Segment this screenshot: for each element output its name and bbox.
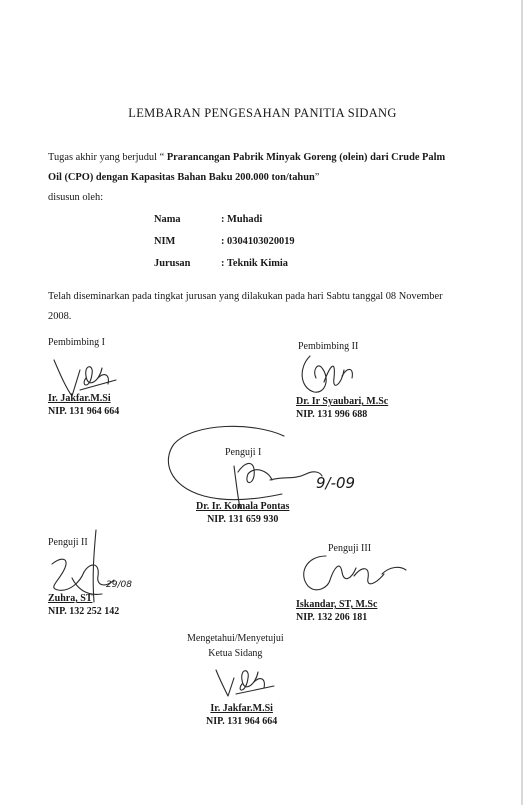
signature-block-pembimbing-2-name xyxy=(296,395,388,421)
signature-role: Penguji I xyxy=(225,447,262,458)
seminar-paragraph: Telah diseminarkan pada tingkat jurusan yang dilakukan pada hari Sabtu tanggal 08 November 2008. xyxy=(48,291,443,322)
student-value: : Muhadi xyxy=(221,214,263,225)
signatory-nip: NIP. 131 996 688 xyxy=(296,409,368,420)
intro-paragraph xyxy=(48,148,453,208)
signature-role: Pembimbing I xyxy=(48,337,105,348)
signature-block-penguji-1 xyxy=(225,446,261,459)
signature-role: Penguji III xyxy=(328,543,372,554)
signatory-name: Dr. Ir Syaubari, M.Sc xyxy=(296,396,389,407)
signature-role-line-2: Ketua Sidang xyxy=(208,648,263,659)
signatory-nip: NIP. 131 964 664 xyxy=(206,716,278,727)
thesis-title: Prarancangan Pabrik Minyak Goreng (olein) dari Crude Palm Oil (CPO) dengan Kapasitas Bahan Baku 200.000 ton/tahun xyxy=(48,152,446,183)
signatory-nip: NIP. 132 206 181 xyxy=(296,612,368,623)
signatory-name: Iskandar, ST, M.Sc xyxy=(296,599,378,610)
student-row-department xyxy=(154,258,295,280)
signature-role: Penguji II xyxy=(48,537,88,548)
intro-suffix: ” xyxy=(314,172,320,183)
signatory-name: Dr. Ir. Komala Pontas xyxy=(196,501,290,512)
student-row-name xyxy=(154,214,295,236)
signature-block-penguji-2-name xyxy=(48,592,119,618)
student-label: Nama xyxy=(154,214,181,225)
student-label: NIM xyxy=(154,236,176,247)
signatory-name: Ir. Jakfar.M.Si xyxy=(48,393,111,404)
signature-block-pembimbing-1-name xyxy=(48,392,119,418)
signature-role-line-1: Mengetahui/Menyetujui xyxy=(187,633,284,644)
student-identity-table xyxy=(154,214,295,280)
handwritten-date-penguji-1: 9/-09 xyxy=(316,474,356,492)
student-value: : 0304103020019 xyxy=(221,236,295,247)
signature-block-chairman-name xyxy=(206,702,277,728)
intro-prefix: Tugas akhir yang berjudul “ xyxy=(48,152,167,163)
signature-chairman xyxy=(212,656,282,704)
handwritten-date-penguji-2: 29/08 xyxy=(106,580,132,590)
student-row-nim xyxy=(154,236,295,258)
signature-block-penguji-3-name xyxy=(296,598,377,624)
signature-block-penguji-1-name xyxy=(196,500,289,526)
signatory-nip: NIP. 131 659 930 xyxy=(207,514,279,525)
student-value: : Teknik Kimia xyxy=(221,258,288,269)
signature-pembimbing-2 xyxy=(296,348,360,400)
signature-role: Pembimbing II xyxy=(298,341,359,352)
signatory-name: Ir. Jakfar.M.Si xyxy=(210,703,273,714)
signature-block-pembimbing-1 xyxy=(48,336,105,349)
signatory-name: Zuhra, ST xyxy=(48,593,93,604)
signatory-nip: NIP. 132 252 142 xyxy=(48,606,120,617)
document-title: LEMBARAN PENGESAHAN PANITIA SIDANG xyxy=(128,106,397,120)
signatory-nip: NIP. 131 964 664 xyxy=(48,406,120,417)
student-label: Jurusan xyxy=(154,258,191,269)
signature-penguji-1 xyxy=(164,420,364,510)
compiled-by-text: disusun oleh: xyxy=(48,192,104,203)
signature-penguji-3 xyxy=(296,548,416,598)
